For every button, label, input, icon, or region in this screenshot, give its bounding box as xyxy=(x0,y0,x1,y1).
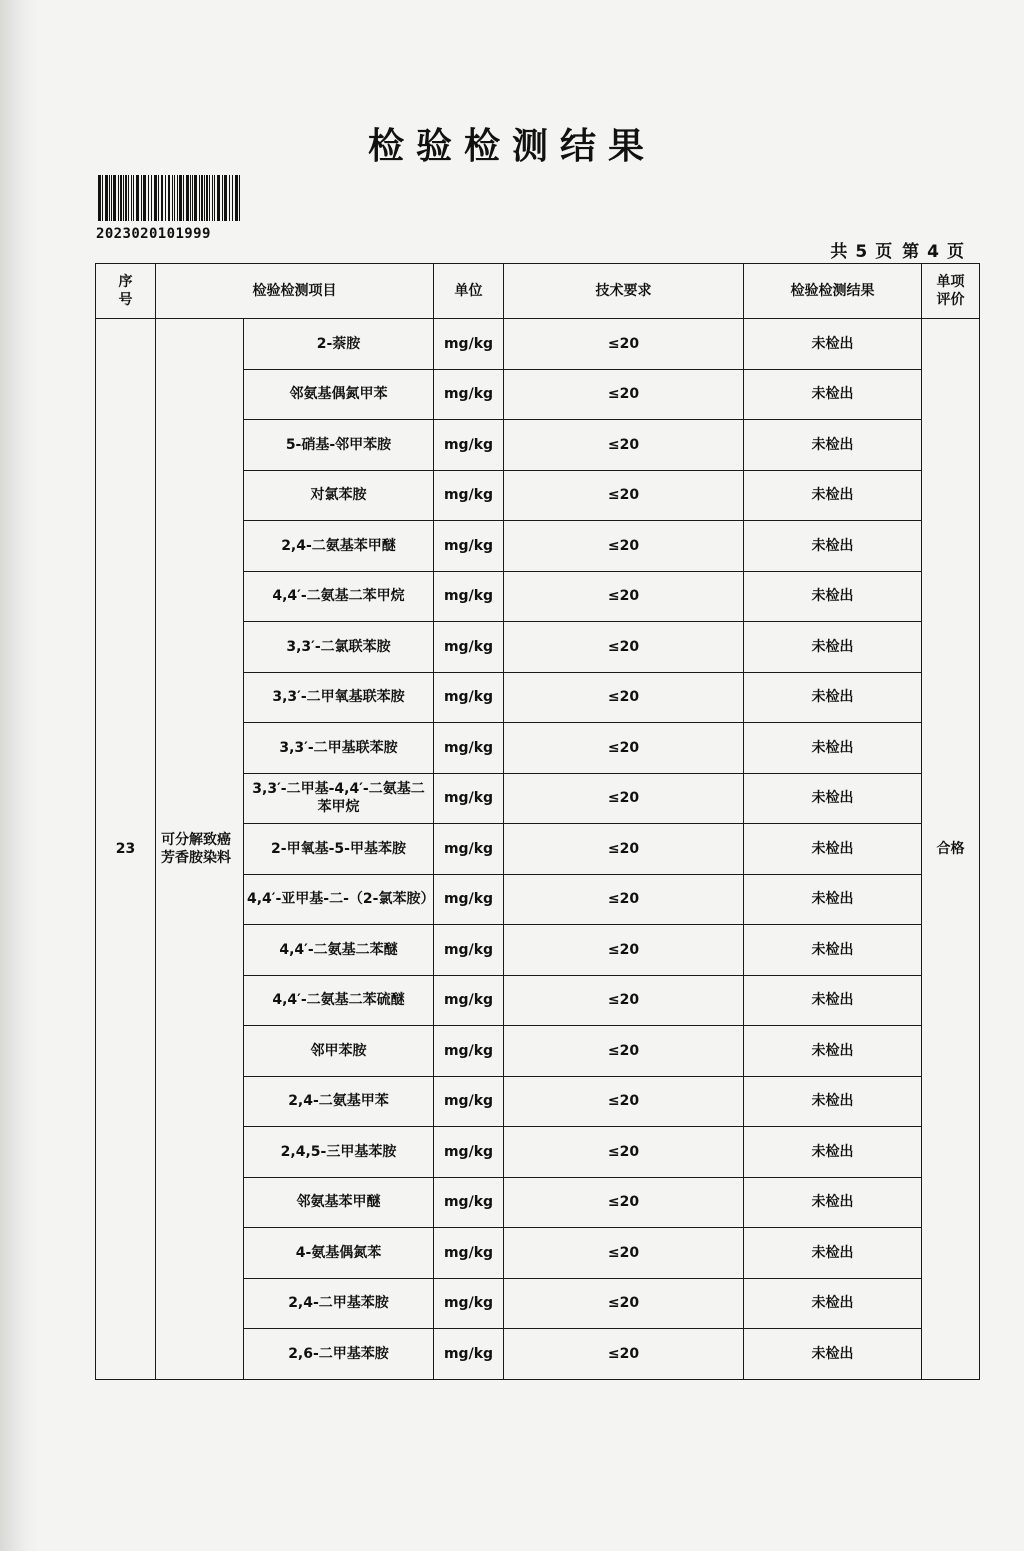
requirement-cell: ≤20 xyxy=(504,874,744,925)
item-name-cell: 邻氨基偶氮甲苯 xyxy=(244,369,434,420)
unit-cell: mg/kg xyxy=(434,1177,504,1228)
requirement-cell: ≤20 xyxy=(504,672,744,723)
requirement-cell: ≤20 xyxy=(504,571,744,622)
item-name-cell: 5-硝基-邻甲苯胺 xyxy=(244,420,434,471)
page-suffix: 页 xyxy=(947,242,966,262)
barcode-icon xyxy=(96,175,246,221)
result-cell: 未检出 xyxy=(744,1177,922,1228)
barcode-bar xyxy=(222,175,223,221)
barcode-bar xyxy=(190,175,191,221)
unit-cell: mg/kg xyxy=(434,975,504,1026)
requirement-cell: ≤20 xyxy=(504,470,744,521)
results-table xyxy=(95,263,980,1380)
barcode-bar xyxy=(148,175,149,221)
barcode-bar xyxy=(158,175,159,221)
result-cell: 未检出 xyxy=(744,1228,922,1279)
item-name-cell: 3,3′-二甲基-4,4′-二氨基二苯甲烷 xyxy=(244,773,434,824)
result-cell: 未检出 xyxy=(744,723,922,774)
barcode-bar xyxy=(102,175,103,221)
item-name-cell: 2,4-二甲基苯胺 xyxy=(244,1278,434,1329)
page-mid-text: 页 第 xyxy=(875,242,922,262)
header-unit: 单位 xyxy=(434,264,504,319)
item-name-cell: 3,3′-二甲基联苯胺 xyxy=(244,723,434,774)
barcode-bar xyxy=(123,175,124,221)
requirement-cell: ≤20 xyxy=(504,1076,744,1127)
barcode-bar xyxy=(217,175,220,221)
result-cell: 未检出 xyxy=(744,369,922,420)
item-name-cell: 4-氨基偶氮苯 xyxy=(244,1228,434,1279)
result-cell: 未检出 xyxy=(744,319,922,370)
unit-cell: mg/kg xyxy=(434,1026,504,1077)
result-cell: 未检出 xyxy=(744,1329,922,1380)
item-name-cell: 2,6-二甲基苯胺 xyxy=(244,1329,434,1380)
barcode-bar xyxy=(232,175,233,221)
unit-cell: mg/kg xyxy=(434,925,504,976)
barcode-bar xyxy=(133,175,134,221)
barcode-bar xyxy=(224,175,227,221)
barcode-bar xyxy=(111,175,112,221)
header-eval-line2: 评价 xyxy=(936,292,965,308)
result-cell: 未检出 xyxy=(744,1076,922,1127)
unit-cell: mg/kg xyxy=(434,470,504,521)
unit-cell: mg/kg xyxy=(434,319,504,370)
requirement-cell: ≤20 xyxy=(504,369,744,420)
barcode-bar xyxy=(98,175,101,221)
barcode-bar xyxy=(109,175,110,221)
unit-cell: mg/kg xyxy=(434,824,504,875)
barcode-bar xyxy=(141,175,142,221)
requirement-cell: ≤20 xyxy=(504,1026,744,1077)
item-name-cell: 2,4-二氨基苯甲醚 xyxy=(244,521,434,572)
barcode-bar xyxy=(206,175,208,221)
header-seq-line2: 号 xyxy=(118,292,133,308)
unit-cell: mg/kg xyxy=(434,521,504,572)
item-name-cell: 对氯苯胺 xyxy=(244,470,434,521)
header-seq-line1: 序 xyxy=(118,274,133,290)
result-cell: 未检出 xyxy=(744,1127,922,1178)
barcode-bar xyxy=(161,175,163,221)
result-cell: 未检出 xyxy=(744,521,922,572)
requirement-cell: ≤20 xyxy=(504,420,744,471)
barcode-bar xyxy=(172,175,173,221)
barcode-bar xyxy=(151,175,152,221)
requirement-cell: ≤20 xyxy=(504,925,744,976)
item-name-cell: 2,4,5-三甲基苯胺 xyxy=(244,1127,434,1178)
unit-cell: mg/kg xyxy=(434,1127,504,1178)
item-name-cell: 3,3′-二甲氧基联苯胺 xyxy=(244,672,434,723)
barcode-bar xyxy=(125,175,127,221)
barcode-bar xyxy=(165,175,166,221)
item-name-cell: 邻甲苯胺 xyxy=(244,1026,434,1077)
item-name-cell: 2-萘胺 xyxy=(244,319,434,370)
page-edge-shadow xyxy=(0,0,40,1551)
result-cell: 未检出 xyxy=(744,622,922,673)
result-cell: 未检出 xyxy=(744,420,922,471)
seq-cell: 23 xyxy=(96,319,156,1380)
barcode-bar xyxy=(212,175,213,221)
table-header-row xyxy=(96,264,980,319)
unit-cell: mg/kg xyxy=(434,723,504,774)
requirement-cell: ≤20 xyxy=(504,975,744,1026)
barcode-bar xyxy=(209,175,210,221)
barcode-bar xyxy=(192,175,193,221)
results-body xyxy=(96,319,980,1380)
barcode-bar xyxy=(118,175,119,221)
barcode-block xyxy=(96,175,246,242)
unit-cell: mg/kg xyxy=(434,874,504,925)
item-name-cell: 4,4′-二氨基二苯硫醚 xyxy=(244,975,434,1026)
result-cell: 未检出 xyxy=(744,824,922,875)
barcode-bar xyxy=(143,175,146,221)
item-name-cell: 4,4′-二氨基二苯甲烷 xyxy=(244,571,434,622)
barcode-bar xyxy=(235,175,238,221)
barcode-bar xyxy=(229,175,230,221)
item-name-cell: 3,3′-二氯联苯胺 xyxy=(244,622,434,673)
result-cell: 未检出 xyxy=(744,975,922,1026)
item-name-cell: 4,4′-二氨基二苯醚 xyxy=(244,925,434,976)
header-requirement: 技术要求 xyxy=(504,264,744,319)
barcode-number: 2023020101999 xyxy=(96,226,211,242)
result-cell: 未检出 xyxy=(744,672,922,723)
barcode-bar xyxy=(204,175,205,221)
header-seq xyxy=(96,264,156,319)
page-counter xyxy=(824,237,966,262)
requirement-cell: ≤20 xyxy=(504,1127,744,1178)
requirement-cell: ≤20 xyxy=(504,824,744,875)
barcode-bar xyxy=(113,175,116,221)
header-eval-line1: 单项 xyxy=(936,274,965,290)
barcode-bar xyxy=(194,175,197,221)
unit-cell: mg/kg xyxy=(434,420,504,471)
result-cell: 未检出 xyxy=(744,571,922,622)
barcode-bar xyxy=(136,175,139,221)
unit-cell: mg/kg xyxy=(434,1076,504,1127)
requirement-cell: ≤20 xyxy=(504,319,744,370)
page-current: 4 xyxy=(927,242,941,262)
unit-cell: mg/kg xyxy=(434,369,504,420)
barcode-bar xyxy=(177,175,178,221)
barcode-bar xyxy=(179,175,182,221)
item-name-cell: 2-甲氧基-5-甲基苯胺 xyxy=(244,824,434,875)
page-total: 5 xyxy=(855,242,870,262)
unit-cell: mg/kg xyxy=(434,1278,504,1329)
barcode-bar xyxy=(154,175,157,221)
result-cell: 未检出 xyxy=(744,1278,922,1329)
barcode-bar xyxy=(199,175,200,221)
barcode-bar xyxy=(120,175,122,221)
barcode-bar xyxy=(174,175,175,221)
barcode-bar xyxy=(168,175,170,221)
result-cell: 未检出 xyxy=(744,1026,922,1077)
unit-cell: mg/kg xyxy=(434,622,504,673)
unit-cell: mg/kg xyxy=(434,672,504,723)
requirement-cell: ≤20 xyxy=(504,622,744,673)
barcode-bar xyxy=(214,175,215,221)
result-cell: 未检出 xyxy=(744,925,922,976)
barcode-bar xyxy=(186,175,189,221)
page-title: 检验检测结果 xyxy=(367,126,656,167)
category-cell: 可分解致癌芳香胺染料 xyxy=(156,319,244,1380)
requirement-cell: ≤20 xyxy=(504,1278,744,1329)
header-evaluation xyxy=(922,264,980,319)
unit-cell: mg/kg xyxy=(434,1329,504,1380)
item-name-cell: 2,4-二氨基甲苯 xyxy=(244,1076,434,1127)
result-cell: 未检出 xyxy=(744,874,922,925)
item-name-cell: 邻氨基苯甲醚 xyxy=(244,1177,434,1228)
unit-cell: mg/kg xyxy=(434,1228,504,1279)
barcode-bar xyxy=(128,175,129,221)
evaluation-cell: 合格 xyxy=(922,319,980,1380)
requirement-cell: ≤20 xyxy=(504,521,744,572)
header-item: 检验检测项目 xyxy=(156,264,434,319)
result-cell: 未检出 xyxy=(744,470,922,521)
item-name-cell: 4,4′-亚甲基-二-（2-氯苯胺） xyxy=(244,874,434,925)
barcode-bar xyxy=(105,175,108,221)
result-cell: 未检出 xyxy=(744,773,922,824)
page-total-prefix: 共 xyxy=(830,242,850,262)
requirement-cell: ≤20 xyxy=(504,1329,744,1380)
requirement-cell: ≤20 xyxy=(504,1228,744,1279)
requirement-cell: ≤20 xyxy=(504,1177,744,1228)
header-result: 检验检测结果 xyxy=(744,264,922,319)
unit-cell: mg/kg xyxy=(434,773,504,824)
requirement-cell: ≤20 xyxy=(504,723,744,774)
barcode-bar xyxy=(239,175,240,221)
table-row xyxy=(96,319,980,370)
unit-cell: mg/kg xyxy=(434,571,504,622)
requirement-cell: ≤20 xyxy=(504,773,744,824)
barcode-bar xyxy=(183,175,184,221)
barcode-bar xyxy=(131,175,132,221)
barcode-bar xyxy=(201,175,203,221)
